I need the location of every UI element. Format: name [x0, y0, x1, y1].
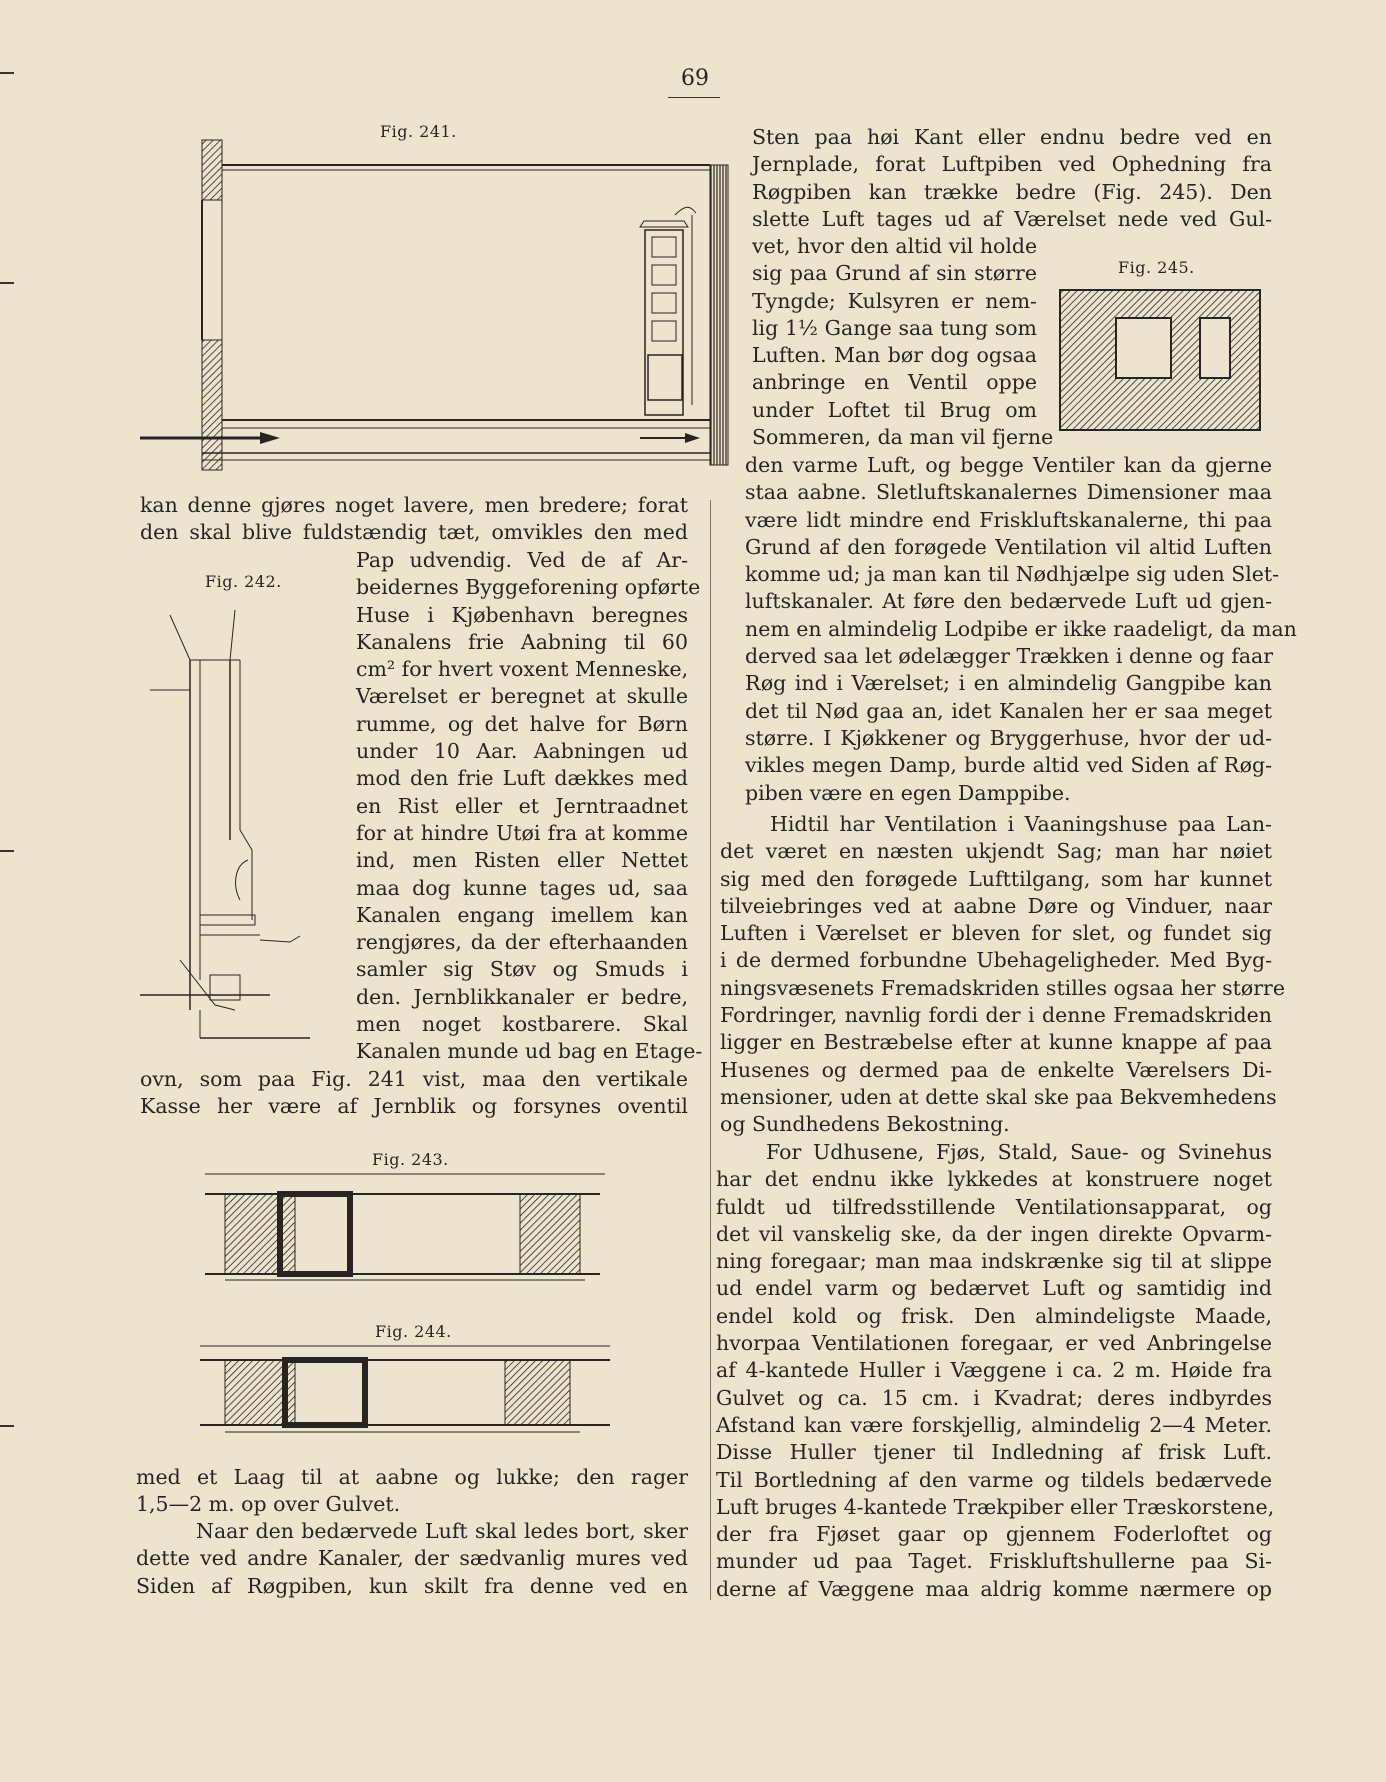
- text-line: maa dog kunne tages ud, saa: [356, 875, 688, 900]
- text-line: hvorpaa Ventilationen foregaar, er ved Anbringelse: [716, 1331, 1272, 1356]
- text-line: kan denne gjøres noget lavere, men bredere; forat: [140, 493, 688, 517]
- text-line: Sommeren, da man vil fjerne: [752, 425, 1054, 450]
- column-divider: [710, 500, 711, 1600]
- text-line: Disse Huller tjener til Indledning af frisk Luft.: [716, 1440, 1272, 1465]
- text-line: beidernes Byggeforening opførte: [356, 575, 701, 600]
- text-line: Jernplade, forat Luftpiben ved Ophedning fra: [752, 152, 1272, 177]
- text-line: ningsvæsenets Fremadskriden stilles ogsaa her større: [720, 975, 1285, 1000]
- right-text-block-b: [752, 233, 1054, 451]
- text-line: for at hindre Utøi fra at komme: [356, 820, 688, 845]
- text-line: det til Nød gaa an, idet Kanalen her er saa meget: [745, 698, 1272, 723]
- text-line: være lidt mindre end Friskluftskanalerne, thi paa: [745, 507, 1272, 532]
- text-line: ind, men Risten eller Nettet: [356, 848, 688, 873]
- text-line: den skal blive fuldstændig tæt, omvikles den med: [140, 520, 688, 545]
- text-line: Tyngde; Kulsyren er nem-: [752, 288, 1037, 313]
- margin-mark: [0, 282, 14, 284]
- text-line: anbringe en Ventil oppe: [752, 370, 1037, 395]
- text-line: af 4-kantede Huller i Væggene i ca. 2 m. Høide fra: [716, 1358, 1272, 1383]
- text-line: munder ud paa Taget. Friskluftshullerne paa Si-: [716, 1549, 1272, 1574]
- text-line: og Sundhedens Bekostning.: [720, 1112, 1010, 1137]
- text-line: endel kold og frisk. Den almindeligste Maade,: [716, 1303, 1272, 1328]
- page-number: 69: [681, 66, 709, 91]
- text-line: i de dermed forbundne Ubehageligheder. Med Byg-: [720, 948, 1272, 973]
- text-line: under 10 Aar. Aabningen ud: [356, 739, 688, 764]
- text-line: Hidtil har Ventilation i Vaaningshuse paa Lan-: [770, 812, 1272, 836]
- fig-242-illustration: [140, 600, 340, 1040]
- text-line: Kanalen munde ud bag en Etage-: [356, 1039, 703, 1064]
- text-line: derne af Væggene maa aldrig komme nærmere op: [716, 1576, 1272, 1601]
- text-line: ligger en Bestræbelse efter at kunne knappe af paa: [720, 1030, 1272, 1055]
- text-line: Husenes og dermed paa de enkelte Værelsers Di-: [720, 1057, 1272, 1082]
- text-line: tilveiebringes ved at aabne Døre og Vinduer, naar: [720, 893, 1272, 918]
- text-line: Røg ind i Værelset; i en almindelig Gangpibe kan: [745, 671, 1272, 696]
- margin-mark: [0, 1425, 14, 1427]
- fig-244-illustration: [200, 1342, 620, 1442]
- right-text-block-d: [720, 811, 1285, 1139]
- text-line: Røgpiben kan trække bedre (Fig. 245). Den: [752, 179, 1272, 204]
- text-line: staa aabne. Sletluftskanalernes Dimensioner maa: [745, 480, 1272, 505]
- fig-241-illustration: [140, 135, 730, 475]
- text-line: Luften. Man bør dog ogsaa: [752, 343, 1037, 368]
- fig-245-illustration: [1058, 288, 1263, 433]
- fig-243-illustration: [205, 1170, 615, 1290]
- text-line: en Rist eller et Jerntraadnet: [356, 793, 688, 818]
- fig-241-caption: Fig. 241.: [380, 122, 457, 141]
- page-number-rule: [668, 97, 720, 98]
- text-line: sig paa Grund af sin større: [752, 261, 1037, 286]
- text-line: fuldt ud tilfredsstillende Ventilationsapparat, og: [716, 1194, 1272, 1219]
- text-line: lig 1½ Gange saa tung som: [752, 315, 1037, 340]
- text-line: Naar den bedærvede Luft skal ledes bort, sker: [196, 1519, 688, 1543]
- text-line: rumme, og det halve for Børn: [356, 711, 688, 736]
- text-line: cm² for hvert voxent Menneske,: [356, 657, 689, 682]
- text-line: vikles megen Damp, burde altid ved Siden af Røg-: [745, 753, 1272, 778]
- left-text-block-b: [356, 547, 703, 1066]
- margin-mark: [0, 850, 14, 852]
- text-line: har det endnu ikke lykkedes at konstruere noget: [716, 1167, 1272, 1192]
- text-line: Kanalen engang imellem kan: [356, 902, 688, 927]
- left-text-block-c: [140, 1066, 688, 1121]
- fig-245-caption: Fig. 245.: [1118, 258, 1195, 277]
- text-line: slette Luft tages ud af Værelset nede ved Gul-: [752, 206, 1272, 231]
- margin-mark: [0, 72, 14, 74]
- left-text-block-d: [136, 1464, 688, 1519]
- text-line: under Loftet til Brug om: [752, 397, 1037, 422]
- text-line: ovn, som paa Fig. 241 vist, maa den vertikale: [140, 1067, 688, 1091]
- text-line: piben være en egen Damppibe.: [745, 780, 1071, 805]
- text-line: større. I Kjøkkener og Bryggerhuse, hvor der ud-: [745, 725, 1272, 750]
- text-line: Værelset er beregnet at skulle: [356, 684, 688, 709]
- fig-242-caption: Fig. 242.: [205, 572, 282, 591]
- text-line: sig med den forøgede Lufttilgang, som har kunnet: [720, 866, 1272, 891]
- text-line: rengjøres, da der efterhaanden: [356, 930, 688, 955]
- text-line: Kasse her være af Jernblik og forsynes oventil: [140, 1094, 688, 1119]
- right-text-block-a: [752, 124, 1272, 233]
- text-line: Luft bruges 4-kantede Trækpiber eller Træskorstene,: [716, 1494, 1275, 1519]
- text-line: Gulvet og ca. 15 cm. i Kvadrat; deres indbyrdes: [716, 1385, 1272, 1410]
- text-line: den. Jernblikkanaler er bedre,: [356, 984, 688, 1009]
- text-line: med et Laag til at aabne og lukke; den rager: [136, 1465, 688, 1489]
- text-line: samler sig Støv og Smuds i: [356, 957, 688, 982]
- text-line: der fra Fjøset gaar op gjennem Foderloftet og: [716, 1522, 1272, 1547]
- text-line: Luften i Værelset er bleven for slet, og fundet sig: [720, 921, 1272, 946]
- left-text-block-a: [140, 492, 688, 547]
- text-line: det vil vanskelig ske, da der ingen direkte Opvarm-: [716, 1221, 1272, 1246]
- text-line: men noget kostbarere. Skal: [356, 1012, 688, 1037]
- fig-244-caption: Fig. 244.: [375, 1322, 452, 1341]
- text-line: Siden af Røgpiben, kun skilt fra denne ved en: [136, 1573, 688, 1598]
- left-text-block-e: [136, 1518, 688, 1600]
- text-line: For Udhusene, Fjøs, Stald, Saue- og Svinehus: [766, 1140, 1272, 1164]
- text-line: derved saa let ødelægger Trækken i denne og faar: [745, 644, 1274, 669]
- text-line: Pap udvendig. Ved de af Ar-: [356, 548, 688, 572]
- text-line: ning foregaar; man maa indskrænke sig til at slippe: [716, 1249, 1272, 1274]
- text-line: Grund af den forøgede Ventilation vil altid Luften: [745, 534, 1272, 559]
- right-text-block-e: [716, 1139, 1275, 1603]
- text-line: Fordringer, navnlig fordi der i denne Fremadskriden: [720, 1003, 1272, 1028]
- text-line: 1,5—2 m. op over Gulvet.: [136, 1492, 401, 1517]
- text-line: mod den frie Luft dækkes med: [356, 766, 688, 791]
- text-line: mensioner, uden at dette skal ske paa Bekvemhedens: [720, 1084, 1277, 1109]
- text-line: det været en næsten ukjendt Sag; man har nøiet: [720, 839, 1272, 864]
- text-line: luftskanaler. At føre den bedærvede Luft ud gjen-: [745, 589, 1272, 614]
- text-line: vet, hvor den altid vil holde: [752, 234, 1038, 258]
- text-line: dette ved andre Kanaler, der sædvanlig mures ved: [136, 1546, 688, 1571]
- text-line: komme ud; ja man kan til Nødhjælpe sig uden Slet-: [745, 562, 1280, 587]
- text-line: Afstand kan være forskjellig, almindelig 2—4 Meter.: [716, 1412, 1272, 1437]
- text-line: Huse i Kjøbenhavn beregnes: [356, 602, 688, 627]
- text-line: den varme Luft, og begge Ventiler kan da gjerne: [745, 453, 1272, 477]
- text-line: Kanalens frie Aabning til 60: [356, 629, 688, 654]
- fig-243-caption: Fig. 243.: [372, 1150, 449, 1169]
- text-line: Til Bortledning af den varme og tildels bedærvede: [716, 1467, 1272, 1492]
- text-line: nem en almindelig Lodpibe er ikke raadeligt, da man: [745, 616, 1297, 641]
- text-line: Sten paa høi Kant eller endnu bedre ved en: [752, 125, 1272, 149]
- right-text-block-c: [745, 452, 1297, 807]
- text-line: ud endel varm og bedærvet Luft og samtidig ind: [716, 1276, 1272, 1301]
